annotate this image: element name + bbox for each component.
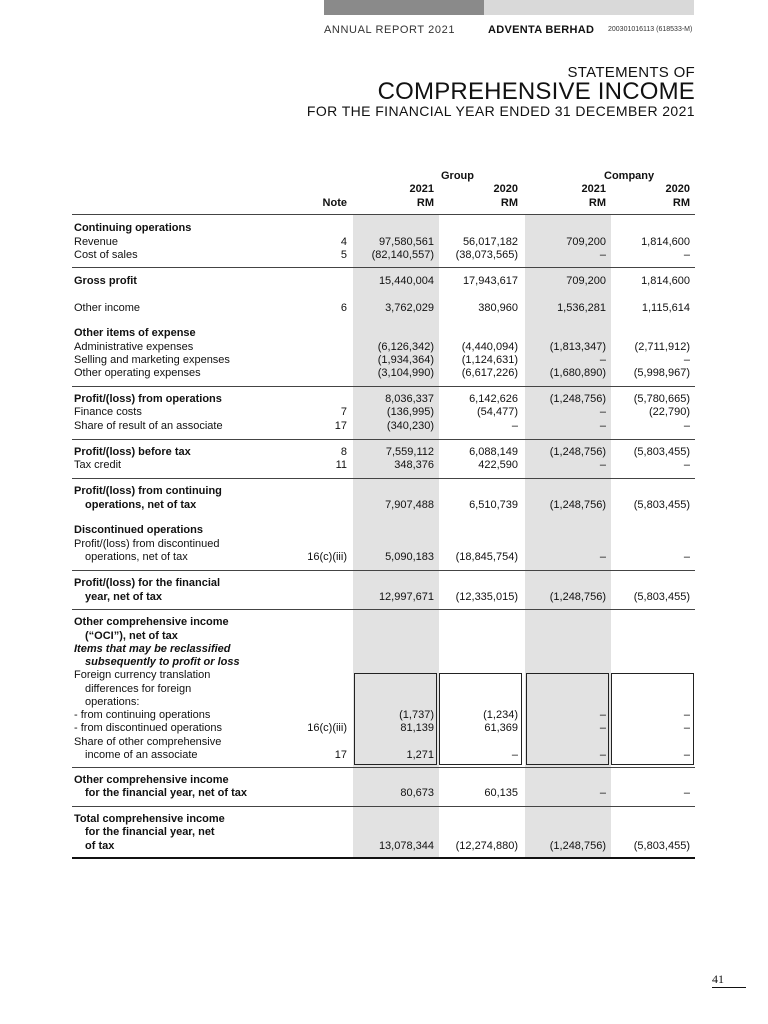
company-2021-value: – (599, 787, 606, 799)
header-bar-light (484, 0, 694, 15)
note-value: 17 (334, 749, 347, 761)
group-2020-value: (6,617,226) (461, 367, 518, 379)
group-2020-value: 380,960 (478, 302, 518, 314)
table-row (0, 248, 768, 262)
row-label: Revenue (74, 236, 119, 248)
group-2021-value: 97,580,561 (378, 236, 434, 248)
company-2020-value: 1,115,614 (641, 302, 690, 314)
group-2020-value: (1,234) (483, 709, 518, 721)
rule (72, 609, 695, 610)
table-row (0, 825, 768, 839)
row-label: Items that may be reclassified (74, 643, 231, 655)
group-2020-value: (12,335,015) (455, 591, 518, 603)
row-label: Continuing operations (74, 222, 192, 234)
company-2020-value: (5,803,455) (633, 591, 690, 603)
group-2021-value: 80,673 (400, 787, 434, 799)
table-row (0, 235, 768, 249)
group-2020-value: (38,073,565) (455, 249, 518, 261)
col-group-2021 (410, 182, 434, 210)
row-label: operations, net of tax (85, 551, 188, 563)
row-label: of tax (85, 840, 115, 852)
group-2020-value: 6,142,626 (469, 393, 518, 405)
table-row (0, 445, 768, 459)
group-2021-value: 348,376 (394, 459, 434, 471)
row-label: Profit/(loss) from discontinued (74, 538, 220, 550)
col-unit: RM (672, 197, 690, 209)
header-rule (72, 214, 695, 215)
row-label: Administrative expenses (74, 341, 194, 353)
company-2020-value: (5,998,967) (633, 367, 690, 379)
row-label: for the financial year, net (85, 826, 215, 838)
table-row (0, 458, 768, 472)
company-2021-value: – (599, 551, 606, 563)
group-2021-value: (136,995) (386, 406, 434, 418)
group-2021-value: 12,997,671 (378, 591, 434, 603)
table-row (0, 523, 768, 537)
group-2021-value: (3,104,990) (377, 367, 434, 379)
note-value: 11 (335, 459, 347, 471)
table-row (0, 748, 768, 762)
company-2020-value: – (683, 354, 690, 366)
company-2021-value: (1,248,756) (549, 393, 606, 405)
table-row (0, 366, 768, 380)
col-company-2021 (582, 182, 606, 210)
group-2020-value: (54,477) (477, 406, 518, 418)
table-row (0, 786, 768, 800)
row-label: operations: (85, 696, 140, 708)
company-2021-value: – (599, 420, 606, 432)
company-2021-value: (1,248,756) (549, 840, 606, 852)
table-row (0, 484, 768, 498)
company-2020-value: – (683, 420, 690, 432)
row-label: Other items of expense (74, 327, 196, 339)
row-label: income of an associate (85, 749, 198, 761)
company-2020-value: – (683, 249, 690, 261)
company-2021-value: 709,200 (566, 275, 606, 287)
company-2021-value: – (599, 459, 606, 471)
company-2021-value: (1,248,756) (549, 446, 606, 458)
rule (72, 439, 695, 440)
row-label: operations, net of tax (85, 499, 197, 511)
group-2021-value: (1,934,364) (377, 354, 434, 366)
table-row (0, 642, 768, 656)
row-label: Profit/(loss) for the financial (74, 577, 221, 589)
table-row (0, 301, 768, 315)
group-2020-value: (1,124,631) (461, 354, 518, 366)
company-2021-value: 1,536,281 (557, 302, 606, 314)
running-header (324, 24, 696, 40)
company-2020-value: (5,803,455) (633, 840, 690, 852)
table-row (0, 274, 768, 288)
group-2021-value: 5,090,183 (385, 551, 434, 563)
table-row (0, 773, 768, 787)
group-2021-value: 81,139 (400, 722, 434, 734)
company-2021-value: – (599, 749, 606, 761)
report-name: ANNUAL REPORT 2021 (324, 24, 456, 36)
row-label: for the financial year, net of tax (85, 787, 247, 799)
company-2021-value: – (599, 249, 606, 261)
table-row (0, 615, 768, 629)
table-row (0, 839, 768, 853)
company-2021-value: – (599, 354, 606, 366)
group-2021-value: (340,230) (386, 420, 434, 432)
company-2020-value: – (683, 551, 690, 563)
table-row (0, 655, 768, 669)
col-group-2020 (494, 182, 518, 210)
table-row (0, 353, 768, 367)
company-2021-value: (1,248,756) (549, 499, 606, 511)
row-label: Other comprehensive income (74, 616, 229, 628)
company-2020-value: – (683, 749, 690, 761)
group-2020-value: 6,088,149 (469, 446, 518, 458)
company-2020-value: (5,780,665) (633, 393, 690, 405)
col-company-2020 (666, 182, 690, 210)
note-value: 5 (340, 249, 347, 261)
row-label: Share of other comprehensive (74, 736, 222, 748)
company-2020-value: (5,803,455) (633, 446, 690, 458)
table-row (0, 721, 768, 735)
note-value: 4 (340, 236, 347, 248)
group-2020-value: – (511, 749, 518, 761)
company-2021-value: 709,200 (566, 236, 606, 248)
group-2020-value: (12,274,880) (455, 840, 518, 852)
note-header: Note (322, 197, 347, 209)
table-row (0, 590, 768, 604)
table-row (0, 682, 768, 696)
group-2021-value: 8,036,337 (385, 393, 434, 405)
row-label: differences for foreign (85, 683, 192, 695)
company-2021-value: (1,248,756) (549, 591, 606, 603)
group-2021-value: 3,762,029 (385, 302, 434, 314)
group-2020-value: 17,943,617 (462, 275, 518, 287)
company-2020-value: 1,814,600 (641, 236, 690, 248)
col-unit: RM (588, 197, 606, 209)
row-label: Finance costs (74, 406, 142, 418)
row-label: - from continuing operations (74, 709, 211, 721)
company-2020-value: (2,711,912) (634, 341, 690, 353)
row-label: Profit/(loss) from continuing (74, 485, 222, 497)
row-label: year, net of tax (85, 591, 163, 603)
table-row (0, 550, 768, 564)
col-year: 2020 (665, 183, 690, 195)
note-value: 17 (334, 420, 347, 432)
row-label: Other comprehensive income (74, 774, 229, 786)
row-label: Gross profit (74, 275, 137, 287)
group-2021-value: 15,440,004 (378, 275, 434, 287)
header-bar-dark (324, 0, 484, 15)
col-year: 2020 (493, 183, 518, 195)
page-number-underline (712, 987, 746, 988)
company-2020-value: – (683, 787, 690, 799)
company-2020-value: – (683, 709, 690, 721)
row-label: Total comprehensive income (74, 813, 225, 825)
table-row (0, 392, 768, 406)
row-label: Tax credit (74, 459, 122, 471)
table-row (0, 695, 768, 709)
row-label: Other income (74, 302, 141, 314)
rule (72, 806, 695, 807)
table-row (0, 735, 768, 749)
title-period: FOR THE FINANCIAL YEAR ENDED 31 DECEMBER 2021 (306, 103, 695, 119)
col-year: 2021 (409, 183, 434, 195)
company-2021-value: (1,680,890) (549, 367, 606, 379)
group-2021-value: (82,140,557) (371, 249, 434, 261)
note-value: 16(c)(iii) (307, 551, 347, 563)
rule (72, 386, 695, 387)
row-label: Discontinued operations (74, 524, 203, 536)
table-row (0, 537, 768, 551)
table-row (0, 576, 768, 590)
group-2020-value: 60,135 (484, 787, 518, 799)
row-label: subsequently to profit or loss (85, 656, 240, 668)
group-2021-value: 13,078,344 (378, 840, 434, 852)
row-label: Profit/(loss) from operations (74, 393, 222, 405)
row-label: Profit/(loss) before tax (74, 446, 191, 458)
company-2020-value: – (683, 722, 690, 734)
table-row (0, 221, 768, 235)
company-header: Company (604, 170, 655, 182)
note-value: 6 (340, 302, 347, 314)
title-line-1: STATEMENTS OF (567, 64, 695, 81)
row-label: (“OCI”), net of tax (85, 630, 178, 642)
row-label: Selling and marketing expenses (74, 354, 230, 366)
registration-number: 200301016113 (618533-M) (608, 26, 693, 33)
group-header: Group (441, 170, 474, 182)
note-value: 7 (340, 406, 347, 418)
row-label: Cost of sales (74, 249, 138, 261)
table-row (0, 498, 768, 512)
company-2020-value: 1,814,600 (641, 275, 690, 287)
group-2021-value: (6,126,342) (377, 341, 434, 353)
company-2021-value: – (599, 722, 606, 734)
col-unit: RM (500, 197, 518, 209)
row-label: Foreign currency translation (74, 669, 211, 681)
rule (72, 267, 695, 268)
note-value: 8 (340, 446, 347, 458)
rule (72, 478, 695, 479)
table-row (0, 340, 768, 354)
group-2021-value: 7,907,488 (385, 499, 434, 511)
row-label: - from discontinued operations (74, 722, 222, 734)
table-row (0, 629, 768, 643)
table-row (0, 708, 768, 722)
rule (72, 570, 695, 571)
row-label: Other operating expenses (74, 367, 201, 379)
company-2021-value: – (599, 406, 606, 418)
note-value: 16(c)(iii) (307, 722, 347, 734)
group-2020-value: 422,590 (478, 459, 518, 471)
group-2020-value: – (511, 420, 518, 432)
col-unit: RM (416, 197, 434, 209)
page-title: COMPREHENSIVE INCOME (377, 78, 695, 105)
col-year: 2021 (581, 183, 606, 195)
group-2020-value: (4,440,094) (461, 341, 518, 353)
company-name: ADVENTA BERHAD (488, 24, 595, 36)
company-2021-value: (1,813,347) (549, 341, 606, 353)
row-label: Share of result of an associate (74, 420, 223, 432)
table-row (0, 405, 768, 419)
rule (72, 767, 695, 768)
company-2020-value: (5,803,455) (633, 499, 690, 511)
group-2021-value: 7,559,112 (385, 446, 434, 458)
company-2020-value: – (683, 459, 690, 471)
company-2020-value: (22,790) (649, 406, 690, 418)
group-2020-value: 61,369 (484, 722, 518, 734)
group-2020-value: (18,845,754) (455, 551, 518, 563)
group-2020-value: 6,510,739 (469, 499, 518, 511)
group-2020-value: 56,017,182 (462, 236, 518, 248)
bottom-rule (72, 857, 695, 859)
table-row (0, 419, 768, 433)
group-2021-value: 1,271 (406, 749, 434, 761)
company-2021-value: – (599, 709, 606, 721)
group-2021-value: (1,737) (399, 709, 434, 721)
page-number: 41 (712, 972, 724, 986)
table-row (0, 668, 768, 682)
table-row (0, 326, 768, 340)
table-row (0, 812, 768, 826)
